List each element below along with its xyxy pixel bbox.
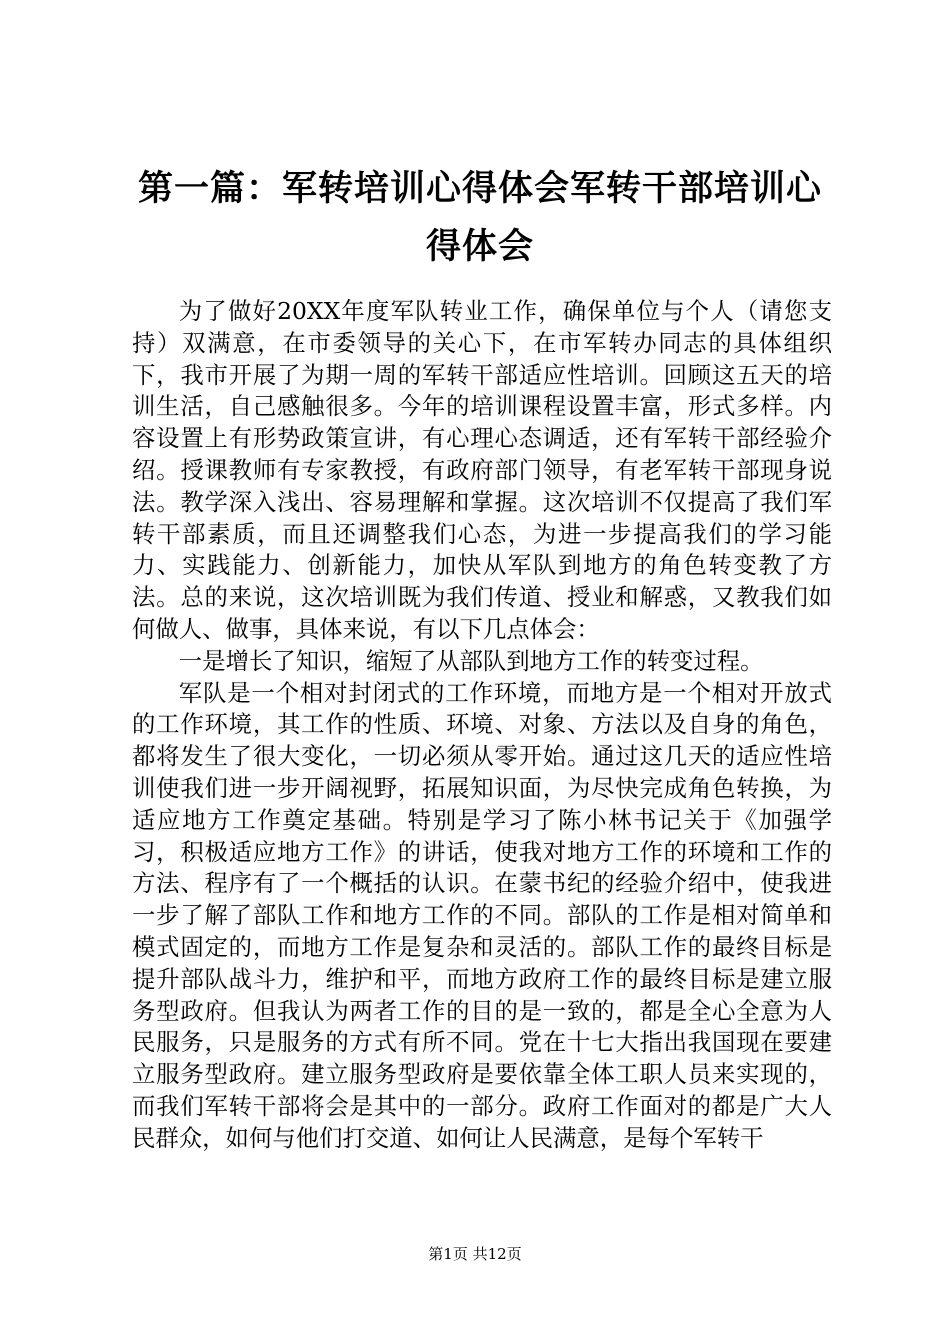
paragraph-point-one-heading: 一是增长了知识，缩短了从部队到地方工作的转变过程。: [178, 646, 764, 675]
page-footer: 第1页 共12页: [428, 1245, 522, 1263]
paragraph-point-one-body: 军队是一个相对封闭式的工作环境，而地方是一个相对开放式的工作环境，其工作的性质、环境、对象、方法以及自身的角色，都将发生了很大变化，一切必须从零开始。通过这几天的适应性培训使我们进一步开阔视野，拓展知识面，为尽快完成角色转换，为适应地方工作奠定基础。特别是学习了陈小林书记关于《加强学习，积极适应地方工作》的讲话，使我对地方工作的环境和工作的方法、程序有了一个概括的认识。在蒙书纪的经验介绍中，使我进一步了解了部队工作和地方工作的不同。部队的工作是相对简单和模式固定的，而地方工作是复杂和灵活的。部队工作的最终目标是提升部队战斗力，维护和平，而地方政府工作的最终目标是建立服务型政府。但我认为两者工作的目的是一致的，都是全心全意为人民服务，只是服务的方式有所不同。党在十七大指出我国现在要建立服务型政府。建立服务型政府是要依靠全体工职人员来实现的，而我们军转干部将会是其中的一部分。政府工作面对的都是广大人民群众，如何与他们打交道、如何让人民满意，是每个军转干: [132, 678, 832, 1152]
paragraph-intro: 为了做好20XX年度军队转业工作，确保单位与个人（请您支持）双满意，在市委领导的关心下，在市军转办同志的具体组织下，我市开展了为期一周的军转干部适应性培训。回顾这五天的培训生活，自己感触很多。今年的培训课程设置丰富，形式多样。内容设置上有形势政策宣讲，有心理心态调适，还有军转干部经验介绍。授课教师有专家教授，有政府部门领导，有老军转干部现身说法。教学深入浅出、容易理解和掌握。这次培训不仅提高了我们军转干部素质，而且还调整我们心态，为进一步提高我们的学习能力、实践能力、创新能力，加快从军队到地方的角色转变教了方法。总的来说，这次培训既为我们传道、授业和解惑，又教我们如何做人、做事，具体来说，有以下几点体会：: [132, 297, 832, 643]
document-title: 第一篇：军转培训心得体会军转干部培训心得体会: [137, 169, 822, 267]
document-body: [132, 296, 832, 1155]
